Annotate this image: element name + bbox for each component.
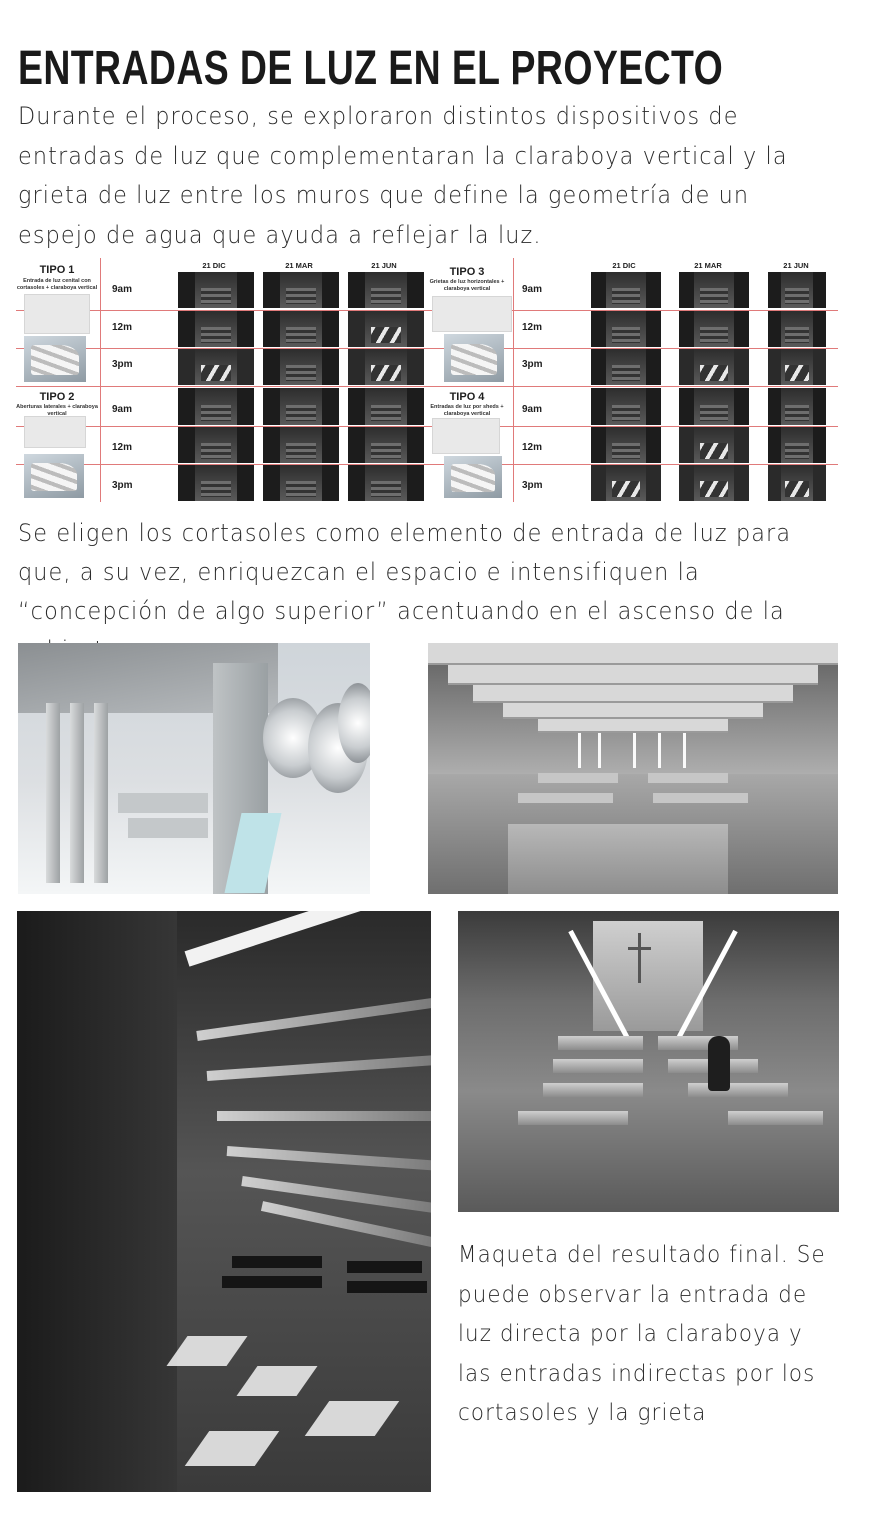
time-label: 3pm: [112, 480, 133, 491]
render-thumb: [591, 272, 661, 308]
tipo-2-title: TIPO 2: [39, 391, 75, 403]
render-thumb: [178, 465, 254, 501]
render-thumb: [178, 349, 254, 385]
tipo-4-desc: Entradas de luz por sheds + claraboya vertical: [430, 404, 504, 417]
time-label: 3pm: [522, 359, 543, 370]
col-header-dic: 21 DIC: [202, 261, 226, 270]
render-thumb: [263, 311, 339, 347]
render-thumb: [178, 388, 254, 425]
time-label: 3pm: [112, 359, 133, 370]
time-label: 9am: [522, 284, 543, 295]
render-thumb: [768, 388, 826, 425]
time-label: 12m: [112, 322, 133, 333]
tipo-1-model: [24, 336, 86, 382]
col-header-jun: 21 JUN: [783, 261, 809, 270]
time-label: 12m: [522, 442, 543, 453]
tipo-4-model: [444, 456, 502, 498]
render-thumb: [679, 388, 749, 425]
interior-render-image: [428, 643, 838, 894]
render-thumb: [768, 311, 826, 347]
conclusion-paragraph: Se eligen los cortasoles como elemento de entrada de luz para que, a su vez, enriquezcan el espacio e intensifiquen la “concepción de algo superior” acentuando en el ascenso de la: [18, 519, 792, 625]
intro-paragraph: Durante el proceso, se exploraron distintos dispositivos de entradas de luz que complementaran la claraboya vertical y la grieta de luz entre los muros que define la geometría de un espejo de agua que ayuda a reflejar la luz.: [18, 102, 788, 249]
render-thumb: [178, 311, 254, 347]
time-label: 3pm: [522, 480, 543, 491]
render-thumb: [591, 465, 661, 501]
render-thumb: [178, 427, 254, 463]
page-title: ENTRADAS DE LUZ EN EL PROYECTO: [18, 42, 724, 95]
model-photo-interior: [458, 911, 839, 1212]
render-thumb: [591, 388, 661, 425]
model-photo-skylight: [17, 911, 431, 1492]
tipo-2-model: [24, 454, 84, 498]
render-thumb: [679, 427, 749, 463]
render-thumb: [768, 465, 826, 501]
render-thumb: [263, 272, 339, 308]
render-thumb: [263, 427, 339, 463]
tipo-3-desc: Grietas de luz horizontales + claraboya vertical: [429, 279, 505, 292]
render-thumb: [679, 311, 749, 347]
render-thumb: [348, 349, 424, 385]
time-label: 12m: [522, 322, 543, 333]
tipo-3-model: [444, 334, 504, 382]
render-thumb: [263, 388, 339, 425]
col-header-jun: 21 JUN: [371, 261, 397, 270]
tipo-3-sketch: [432, 296, 512, 332]
time-label: 9am: [522, 404, 543, 415]
render-thumb: [679, 349, 749, 385]
col-header-mar: 21 MAR: [285, 261, 313, 270]
tipo-2-desc: Aberturas laterales + claraboya vertical: [16, 404, 98, 417]
render-thumb: [263, 465, 339, 501]
tipo-1-sketch: [24, 294, 90, 334]
render-thumb: [348, 272, 424, 308]
render-thumb: [591, 311, 661, 347]
render-thumb: [591, 427, 661, 463]
time-label: 12m: [112, 442, 133, 453]
render-thumb: [679, 272, 749, 308]
tipo-4-sketch: [432, 418, 500, 454]
time-label: 9am: [112, 284, 133, 295]
render-thumb: [348, 427, 424, 463]
render-thumb: [348, 465, 424, 501]
render-thumb: [591, 349, 661, 385]
col-header-mar: 21 MAR: [694, 261, 722, 270]
tipo-3-title: TIPO 3: [449, 266, 485, 278]
light-study-table: [16, 258, 838, 502]
render-thumb: [178, 272, 254, 308]
col-header-dic: 21 DIC: [612, 261, 636, 270]
render-thumb: [768, 349, 826, 385]
time-label: 9am: [112, 404, 133, 415]
tipo-2-sketch: [24, 416, 86, 448]
render-thumb: [348, 311, 424, 347]
tipo-4-title: TIPO 4: [449, 391, 485, 403]
render-thumb: [348, 388, 424, 425]
render-thumb: [768, 272, 826, 308]
render-thumb: [263, 349, 339, 385]
model-caption: Maqueta del resultado final. Se puede observar la entrada de luz directa por la claraboya y las entradas indirectas por los cortasoles y la grieta: [458, 1242, 826, 1426]
render-thumb: [768, 427, 826, 463]
tipo-1-desc: Entrada de luz cenital con cortasoles + claraboya vertical: [16, 278, 98, 291]
tipo-1-title: TIPO 1: [39, 264, 75, 276]
render-thumb: [679, 465, 749, 501]
exterior-render-image: [18, 643, 370, 894]
